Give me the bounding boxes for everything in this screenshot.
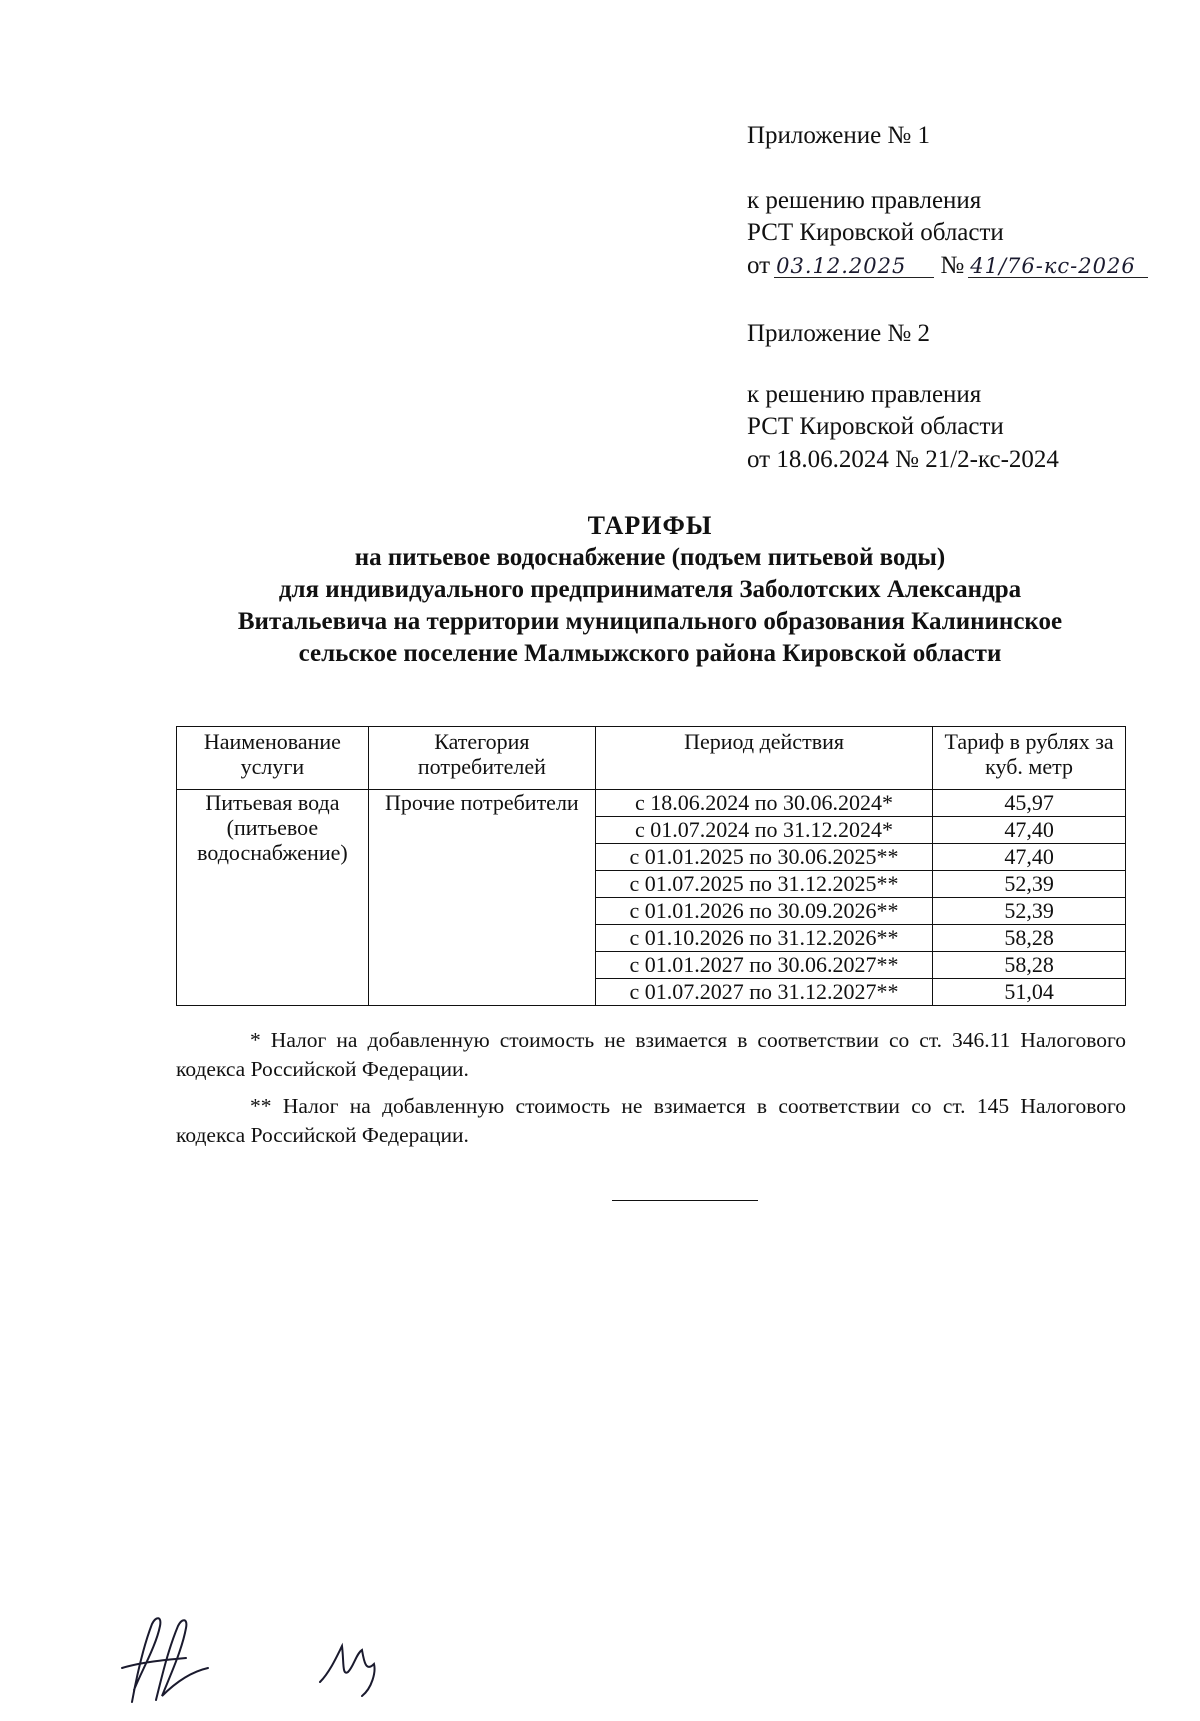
table-row — [177, 790, 1126, 817]
heading-line: Витальевича на территории муниципального образования Калининское — [237, 608, 1063, 635]
cell-tariff: 51,04 — [933, 979, 1126, 1006]
cell-period: с 01.07.2025 по 31.12.2025** — [595, 871, 932, 898]
cell-service: Питьевая вода (питьевое водоснабжение) — [177, 790, 369, 1006]
cell-period: с 01.01.2026 по 30.09.2026** — [595, 898, 932, 925]
cell-period: с 18.06.2024 по 30.06.2024* — [595, 790, 932, 817]
cell-period: с 01.07.2024 по 31.12.2024* — [595, 817, 932, 844]
cell-period: с 01.01.2025 по 30.06.2025** — [595, 844, 932, 871]
tariff-table — [176, 726, 1126, 1006]
footnotes — [176, 1026, 1126, 1150]
appendix-2-block — [747, 318, 1059, 476]
cell-tariff: 58,28 — [933, 952, 1126, 979]
cell-category: Прочие потребители — [368, 790, 595, 1006]
handwritten-date: 03.12.2025 — [774, 255, 934, 278]
header-service: Наименование услуги — [177, 727, 369, 790]
footnote-vat-145: ** Налог на добавленную стоимость не взимается в соответствии со ст. 145 Налогового кодекса Российской Федерации. — [176, 1094, 1126, 1147]
signature-initials — [112, 1610, 222, 1715]
header-category: Категория потребителей — [368, 727, 595, 790]
document-title: ТАРИФЫ — [587, 511, 713, 540]
number-sign: № — [940, 251, 965, 279]
signature-paraph — [312, 1632, 392, 1707]
cell-tariff: 52,39 — [933, 898, 1126, 925]
appendix-1-block — [747, 120, 1148, 282]
heading-line: сельское поселение Малмыжского района Кировской области — [298, 640, 1002, 667]
cell-period: с 01.10.2026 по 31.12.2026** — [595, 925, 932, 952]
heading-line: на питьевое водоснабжение (подъем питьевой воды) — [354, 544, 946, 571]
appendix-1-date-line — [747, 250, 1148, 283]
footnote-vat-346: * Налог на добавленную стоимость не взимается в соответствии со ст. 346.11 Налогового кодекса Российской Федерации. — [176, 1028, 1126, 1081]
cell-tariff: 47,40 — [933, 844, 1126, 871]
appendix-1-line1: к решению правления — [747, 186, 982, 214]
cell-tariff: 47,40 — [933, 817, 1126, 844]
header-tariff: Тариф в рублях за куб. метр — [933, 727, 1126, 790]
appendix-2-line1: к решению правления — [747, 380, 982, 408]
appendix-2-line3: от 18.06.2024 № 21/2-кс-2024 — [747, 445, 1059, 473]
appendix-1-title: Приложение № 1 — [747, 122, 931, 149]
appendix-1-line2: РСТ Кировской области — [747, 219, 1004, 246]
cell-tariff: 45,97 — [933, 790, 1126, 817]
appendix-2-line2: РСТ Кировской области — [747, 413, 1004, 440]
cell-tariff: 58,28 — [933, 925, 1126, 952]
header-period: Период действия — [595, 727, 932, 790]
document-heading — [170, 510, 1130, 670]
cell-period: с 01.07.2027 по 31.12.2027** — [595, 979, 932, 1006]
cell-period: с 01.01.2027 по 30.06.2027** — [595, 952, 932, 979]
heading-line: для индивидуального предпринимателя Заболотских Александра — [278, 576, 1022, 603]
handwritten-number: 41/76-кс-2026 — [968, 255, 1148, 278]
cell-tariff: 52,39 — [933, 871, 1126, 898]
date-prefix: от — [747, 251, 771, 279]
end-divider — [612, 1200, 758, 1201]
appendix-2-title: Приложение № 2 — [747, 320, 931, 347]
table-header-row — [177, 727, 1126, 790]
